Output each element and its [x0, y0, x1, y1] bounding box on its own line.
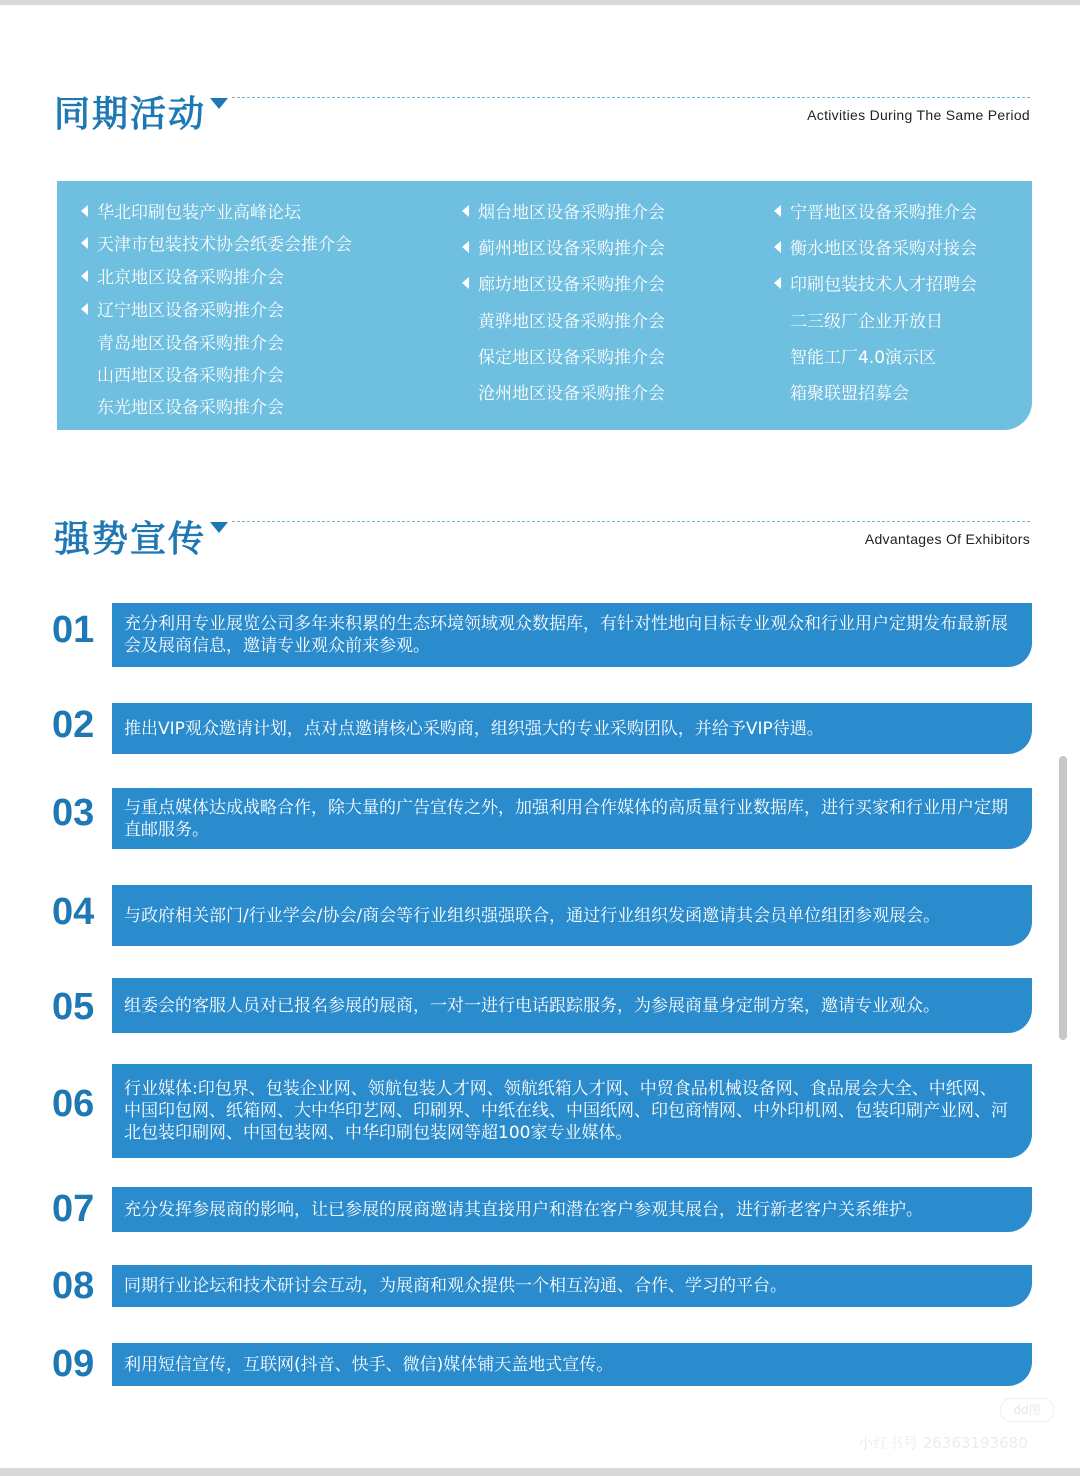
activity-item	[79, 230, 352, 255]
activity-item	[772, 270, 977, 295]
advantage-bar	[112, 603, 1032, 667]
advantage-text: 与重点媒体达成战略合作，除大量的广告宣传之外，加强利用合作媒体的高质量行业数据库，进行买家和行业用户定期直邮服务。	[124, 797, 1008, 840]
advantage-text: 与政府相关部门/行业学会/协会/商会等行业组织强强联合，通过行业组织发函邀请其会员单位组团参观展会。	[124, 905, 941, 926]
advantage-bar	[112, 788, 1032, 849]
activity-label: 箱聚联盟招募会	[790, 384, 909, 404]
title-marker-icon	[210, 98, 228, 109]
activity-item	[79, 263, 284, 288]
activity-label: 保定地区设备采购推介会	[478, 348, 665, 368]
caret-left-icon	[774, 205, 781, 217]
advantage-number: 07	[52, 1188, 95, 1230]
advantage-text: 组委会的客服人员对已报名参展的展商，一对一进行电话跟踪服务，为参展商量身定制方案，邀请专业观众。	[124, 995, 940, 1016]
activity-item	[79, 329, 284, 354]
advantage-text: 充分发挥参展商的影响，让已参展的展商邀请其直接用户和潜在客户参观其展台，进行新老客户关系维护。	[124, 1199, 923, 1220]
advantage-number: 04	[52, 891, 95, 933]
activity-label: 天津市包装技术协会纸委会推介会	[97, 235, 352, 255]
activity-label: 蓟州地区设备采购推介会	[478, 239, 665, 259]
advantage-bar	[112, 1343, 1032, 1386]
activity-item	[772, 307, 943, 332]
activity-label: 黄骅地区设备采购推介会	[478, 312, 665, 332]
activity-label: 烟台地区设备采购推介会	[478, 203, 665, 223]
divider	[232, 521, 1030, 522]
activity-label: 印刷包装技术人才招聘会	[790, 275, 977, 295]
activity-label: 北京地区设备采购推介会	[97, 268, 284, 288]
advantage-text: 充分利用专业展览公司多年来积累的生态环境领域观众数据库，有针对性地向目标专业观众和行业用户定期发布最新展会及展商信息，邀请专业观众前来参观。	[124, 614, 1008, 656]
advantage-text: 利用短信宣传，互联网(抖音、快手、微信)媒体铺天盖地式宣传。	[124, 1354, 614, 1375]
scrollbar-thumb[interactable]	[1059, 756, 1067, 1040]
activity-item	[460, 343, 665, 368]
activity-label: 沧州地区设备采购推介会	[478, 384, 665, 404]
caret-left-icon	[81, 303, 88, 315]
activity-label: 辽宁地区设备采购推介会	[97, 301, 284, 321]
activities-panel	[57, 181, 1032, 430]
advantage-text: 同期行业论坛和技术研讨会互动，为展商和观众提供一个相互沟通、合作、学习的平台。	[124, 1276, 787, 1296]
activity-label: 智能工厂4.0演示区	[790, 348, 937, 368]
activities-title: 同期活动	[54, 94, 207, 135]
advantage-number: 06	[52, 1083, 95, 1125]
activity-label: 东光地区设备采购推介会	[97, 398, 284, 418]
activity-item	[460, 270, 665, 295]
activity-item	[79, 296, 284, 321]
advantage-bar	[112, 885, 1032, 946]
activity-item	[460, 198, 665, 223]
activity-label: 廊坊地区设备采购推介会	[478, 275, 665, 295]
caret-left-icon	[462, 277, 469, 289]
advantage-number: 08	[52, 1265, 95, 1307]
advantage-bar	[112, 1187, 1032, 1232]
advantage-bar	[112, 703, 1032, 754]
activity-item	[460, 234, 665, 259]
advantage-bar	[112, 1265, 1032, 1307]
caret-left-icon	[81, 205, 88, 217]
activity-item	[772, 198, 977, 223]
advantage-number: 05	[52, 986, 95, 1028]
activity-item	[460, 379, 665, 404]
activity-label: 青岛地区设备采购推介会	[97, 334, 284, 354]
activity-label: 宁晋地区设备采购推介会	[790, 203, 977, 223]
caret-left-icon	[81, 270, 88, 282]
activity-label: 山西地区设备采购推介会	[97, 366, 284, 386]
advantage-number: 03	[52, 792, 95, 834]
activity-item	[772, 234, 977, 259]
divider	[232, 97, 1030, 98]
caret-left-icon	[462, 241, 469, 253]
activity-item	[460, 307, 665, 332]
activity-item	[79, 361, 284, 386]
activity-label: 二三级厂企业开放日	[790, 312, 943, 332]
activity-label: 华北印刷包装产业高峰论坛	[97, 203, 301, 223]
activity-item	[79, 198, 301, 223]
caret-left-icon	[774, 277, 781, 289]
activity-item	[772, 379, 909, 404]
top-edge	[0, 0, 1080, 5]
advantage-text: 行业媒体:印包界、包装企业网、领航包装人才网、领航纸箱人才网、中贸食品机械设备网、食品展会大全、中纸网、中国印包网、纸箱网、大中华印艺网、印刷界、中纸在线、中国纸网、印包商情网、中外印机网、包装印刷产业网、河北包装印刷网、中国包装网、中华印刷包装网等超100家专业媒体。	[124, 1079, 1008, 1143]
caret-left-icon	[462, 205, 469, 217]
caret-left-icon	[81, 237, 88, 249]
caret-left-icon	[774, 241, 781, 253]
advantage-number: 09	[52, 1343, 95, 1385]
watermark-text: 小红书号 26363193680	[858, 1434, 1028, 1452]
activity-item	[772, 343, 936, 368]
activity-item	[79, 393, 284, 418]
title-marker-icon	[210, 522, 228, 533]
bottom-edge	[0, 1468, 1080, 1476]
advantage-bar	[112, 1064, 1032, 1158]
watermark-badge: dd图	[1000, 1398, 1054, 1422]
advantages-subtitle: Advantages Of Exhibitors	[864, 531, 1030, 547]
activity-label: 衡水地区设备采购对接会	[790, 239, 977, 259]
activities-subtitle: Activities During The Same Period	[807, 107, 1030, 123]
advantage-bar	[112, 978, 1032, 1033]
advantages-title: 强势宣传	[54, 519, 207, 560]
advantage-number: 02	[52, 704, 95, 746]
advantage-text: 推出VIP观众邀请计划，点对点邀请核心采购商，组织强大的专业采购团队，并给予VIP待遇。	[124, 718, 824, 739]
advantage-number: 01	[52, 609, 95, 651]
